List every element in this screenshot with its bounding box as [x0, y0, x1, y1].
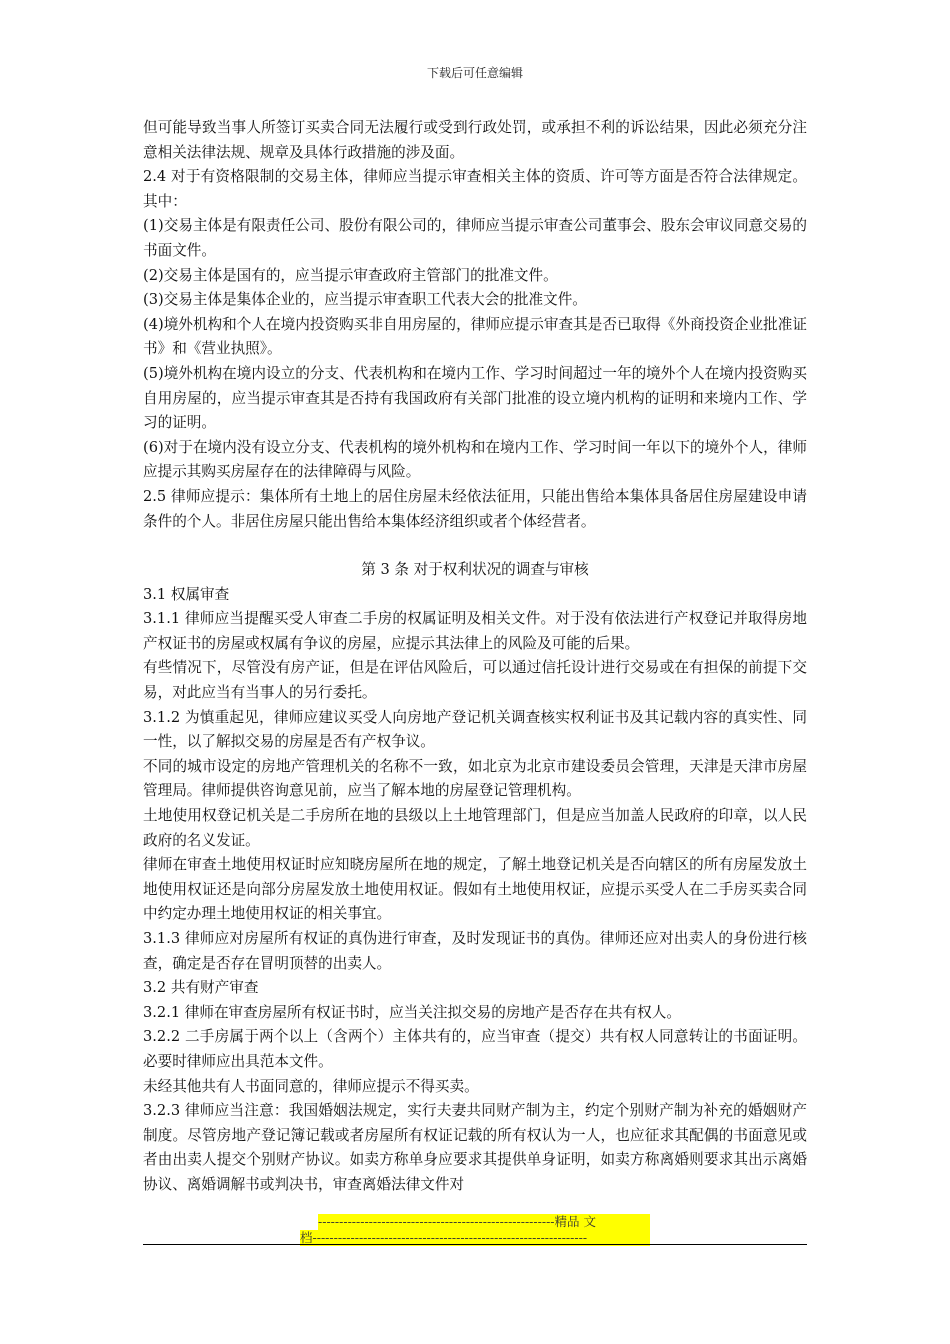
paragraph: 3.2.2 二手房属于两个以上（含两个）主体共有的，应当审查（提交）共有权人同意转让的书面证明。必要时律师应出具范本文件。 [143, 1028, 807, 1070]
footer-banner-line: --------------------------------------------------------精品 文 [318, 1214, 650, 1230]
paragraph: (1)交易主体是有限责任公司、股份有限公司的，律师应当提示审查公司董事会、股东会审议同意交易的书面文件。 [143, 217, 807, 259]
paragraph: 不同的城市设定的房地产管理机关的名称不一致，如北京为北京市建设委员会管理，天津是天津市房屋管理局。律师提供咨询意见前，应当了解本地的房屋登记管理机构。 [143, 757, 807, 800]
paragraph: 3.1.1 律师应当提醒买受人审查二手房的权属证明及相关文件。对于没有依法进行产权登记并取得房地产权证书的房屋或权属有争议的房屋，应提示其法律上的风险及可能的后果。 [143, 610, 807, 652]
paragraph: 律师在审查土地使用权证时应知晓房屋所在地的规定，了解土地登记机关是否向辖区的所有房屋发放土地使用权证还是向部分房屋发放土地使用权证。假如有土地使用权证，应提示买受人在二手房买卖合同中约定办理土地使用权证的相关事宜。 [143, 856, 807, 923]
subsection-title: 3.1 权属审查 [143, 585, 230, 603]
footer-banner-line: 档----------------------------------------------------------------- [300, 1230, 650, 1246]
paragraph: 2.4 对于有资格限制的交易主体，律师应当提示审查相关主体的资质、许可等方面是否符合法律规定。其中： [143, 168, 807, 210]
paragraph: 3.2.3 律师应当注意：我国婚姻法规定，实行夫妻共同财产制为主，约定个别财产制为补充的婚姻财产制度。尽管房地产登记簿记载或者房屋所有权证记载的所有权认为一人，也应征求其配偶的书面意见或者由出卖人提交个别财产协议。如卖方称单身应要求其提供单身证明，如卖方称离婚则要求其出示离婚协议、离婚调解书或判决书，审查离婚法律文件对 [143, 1102, 807, 1193]
page-header: 下载后可任意编辑 [426, 66, 523, 80]
paragraph: 但可能导致当事人所签订买卖合同无法履行或受到行政处罚，或承担不利的诉讼结果，因此必须充分注意相关法律法规、规章及具体行政措施的涉及面。 [143, 119, 807, 161]
footer-divider [143, 1244, 807, 1245]
subsection-title: 3.2 共有财产审查 [143, 979, 259, 997]
paragraph: (6)对于在境内没有设立分支、代表机构的境外机构和在境内工作、学习时间一年以下的境外个人，律师应提示其购买房屋存在的法律障碍与风险。 [143, 438, 807, 481]
paragraph: (4)境外机构和个人在境内投资购买非自用房屋的，律师应提示审查其是否已取得《外商投资企业批准证书》和《营业执照》。 [143, 315, 807, 358]
paragraph: 土地使用权登记机关是二手房所在地的县级以上土地管理部门，但是应当加盖人民政府的印章，以人民政府的名义发证。 [143, 807, 807, 849]
paragraph: (2)交易主体是国有的，应当提示审查政府主管部门的批准文件。 [143, 266, 558, 284]
paragraph: 3.1.2 为慎重起见，律师应建议买受人向房地产登记机关调查核实权利证书及其记载内容的真实性、同一性，以了解拟交易的房屋是否有产权争议。 [143, 708, 807, 751]
paragraph: 3.1.3 律师应对房屋所有权证的真伪进行审查，及时发现证书的真伪。律师还应对出卖人的身份进行核查，确定是否存在冒明顶替的出卖人。 [143, 930, 807, 972]
document-body [143, 116, 807, 1198]
paragraph: 2.5 律师应提示：集体所有土地上的居住房屋未经依法征用，只能出售给本集体具备居住房屋建设申请条件的个人。非居住房屋只能出售给本集体经济组织或者个体经营者。 [143, 487, 807, 530]
section-heading: 第 3 条 对于权利状况的调查与审核 [361, 561, 589, 579]
paragraph: 未经其他共有人书面同意的，律师应提示不得买卖。 [143, 1077, 479, 1095]
footer-banner [300, 1214, 650, 1246]
paragraph: (3)交易主体是集体企业的，应当提示审查职工代表大会的批准文件。 [143, 291, 587, 309]
paragraph: (5)境外机构在境内设立的分支、代表机构和在境内工作、学习时间超过一年的境外个人在境内投资购买自用房屋的，应当提示审查其是否持有我国政府有关部门批准的设立境内机构的证明和来境内工作、学习的证明。 [143, 364, 807, 432]
paragraph: 有些情况下，尽管没有房产证，但是在评估风险后，可以通过信托设计进行交易或在有担保的前提下交易，对此应当有当事人的另行委托。 [143, 659, 807, 702]
paragraph: 3.2.1 律师在审查房屋所有权证书时，应当关注拟交易的房地产是否存在共有权人。 [143, 1003, 681, 1021]
